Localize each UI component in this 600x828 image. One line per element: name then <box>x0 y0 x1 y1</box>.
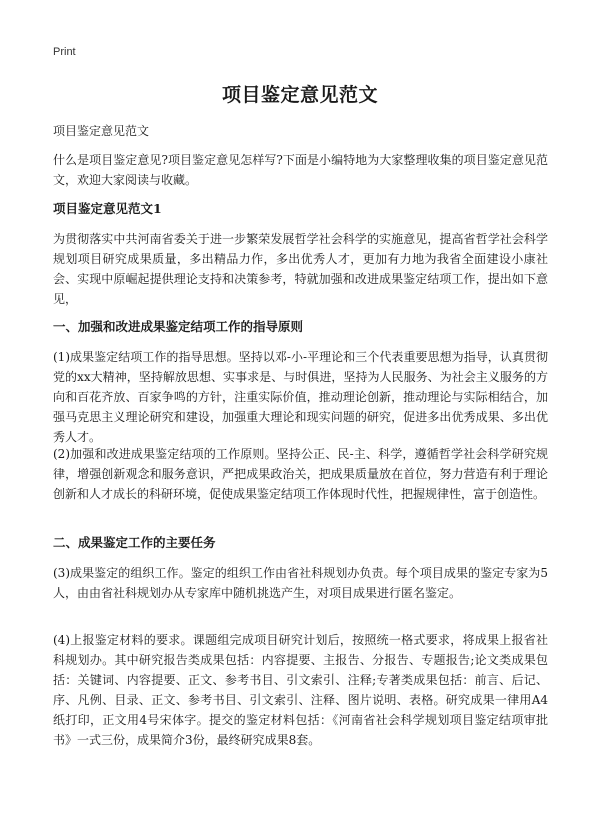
paragraph-3: (3)成果鉴定的组织工作。鉴定的组织工作由省社科规划办负责。每个项目成果的鉴定专家为5人，由由省社科规划办从专家库中随机挑选产生，对项目成果进行匿名鉴定。 <box>53 566 548 600</box>
paragraph-2: (2)加强和改进成果鉴定结项的工作原则。坚持公正、民-主、科学，遵循哲学社会科学研究规律，增强创新观念和服务意识，严把成果政治关，把成果质量放在首位，努力营造有利于理论创新和人才成长的科研环境，促使成果鉴定结项工作体现时代性，把握规律性，富于创造性。 <box>53 447 548 501</box>
subtitle-paragraph: 项目鉴定意见范文 <box>53 124 150 138</box>
section-title: 项目鉴定意见范文1 <box>53 201 162 216</box>
heading-main-tasks: 二、成果鉴定工作的主要任务 <box>53 535 216 550</box>
opening-paragraph: 为贯彻落实中共河南省委关于进一步繁荣发展哲学社会科学的实施意见，提高省哲学社会科学规划项目研究成果质量，多出精品力作，多出优秀人才，更加有力地为我省全面建设小康社会、实现中原崛起提供理论支持和决策参考，特就加强和改进成果鉴定结项工作，提出如下意见， <box>53 232 548 306</box>
paragraph-4: (4)上报鉴定材料的要求。课题组完成项目研究计划后，按照统一格式要求，将成果上报省社科规划办。其中研究报告类成果包括：内容提要、主报告、分报告、专题报告;论文类成果包括：关键词、内容提要、正文、参考书目、引文索引、注释;专著类成果包括：前言、后记、序、凡例、目录、正文、参考书目、引文索引、注释、图片说明、表格。研究成果一律用A4纸打印，正文用4号宋体字。提交的鉴定材料包括：《河南省社会科学规划项目鉴定结项审批书》一式三份，成果简介3份，最终研究成果8套。 <box>53 633 548 747</box>
print-link[interactable]: Print <box>53 46 76 58</box>
intro-paragraph: 什么是项目鉴定意见?项目鉴定意见怎样写?下面是小编特地为大家整理收集的项目鉴定意见范文，欢迎大家阅读与收藏。 <box>53 153 548 187</box>
heading-guiding-principles: 一、加强和改进成果鉴定结项工作的指导原则 <box>53 319 304 334</box>
document-title: 项目鉴定意见范文 <box>221 84 378 106</box>
paragraph-1: (1)成果鉴定结项工作的指导思想。坚持以邓-小-平理论和三个代表重要思想为指导，认真贯彻党的xx大精神，坚持解放思想、实事求是、与时俱进，坚持为人民服务、为社会主义服务的方向和百花齐放、百家争鸣的方针，注重实际价值，推动理论创新，推动理论与实际相结合，加强马克思主义理论研究和建设，加强重大理论和现实问题的研究，促进多出优秀成果、多出优秀人才。 <box>53 350 548 444</box>
